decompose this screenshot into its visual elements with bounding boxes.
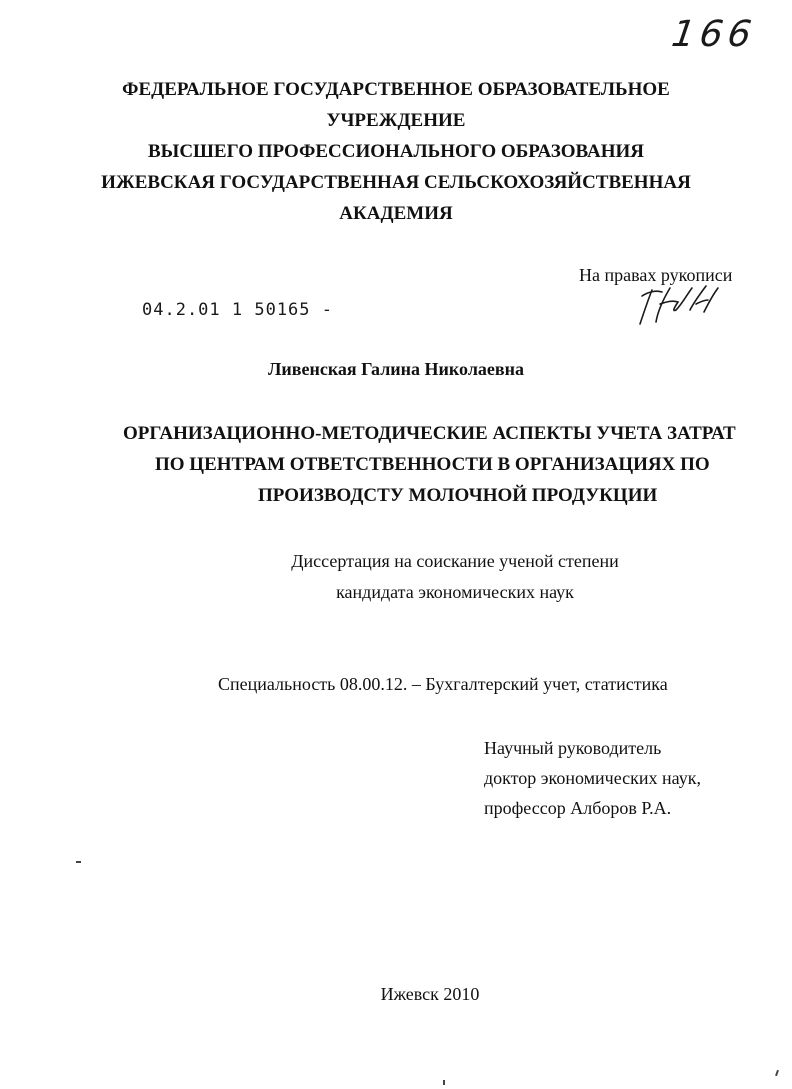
- specialty: Специальность 08.00.12. – Бухгалтерский учет, статистика: [218, 674, 668, 694]
- degree-line: Диссертация на соискание ученой степени: [291, 551, 619, 571]
- scan-speck: [443, 1080, 445, 1085]
- thesis-title-line: ПРОИЗВОДСТУ МОЛОЧНОЙ ПРОДУКЦИИ: [258, 485, 658, 506]
- registration-number: 04.2.01 1 50165 -: [142, 300, 333, 320]
- institution-line: УЧРЕЖДЕНИЕ: [326, 110, 466, 131]
- supervisor-block: [484, 733, 701, 823]
- thesis-title: [0, 418, 792, 511]
- supervisor-line: доктор экономических наук,: [484, 768, 701, 788]
- institution-line: ВЫСШЕГО ПРОФЕССИОНАЛЬНОГО ОБРАЗОВАНИЯ: [148, 141, 644, 162]
- author-name: Ливенская Галина Николаевна: [267, 359, 524, 379]
- place-year: Ижевск 2010: [380, 984, 480, 1004]
- supervisor-line: профессор Алборов Р.А.: [484, 798, 672, 818]
- signature-image: [634, 282, 724, 328]
- institution-line: ФЕДЕРАЛЬНОЕ ГОСУДАРСТВЕННОЕ ОБРАЗОВАТЕЛЬНОЕ: [122, 79, 670, 100]
- institution-line: ИЖЕВСКАЯ ГОСУДАРСТВЕННАЯ СЕЛЬСКОХОЗЯЙСТВЕННАЯ: [101, 172, 691, 193]
- scan-speck: [775, 1070, 779, 1076]
- thesis-title-line: ПО ЦЕНТРАМ ОТВЕТСТВЕННОСТИ В ОРГАНИЗАЦИЯХ ПО: [155, 454, 710, 475]
- handwritten-page-number: 166: [669, 14, 759, 55]
- institution-header: [0, 74, 792, 229]
- institution-line: АКАДЕМИЯ: [339, 203, 453, 224]
- supervisor-line: Научный руководитель: [484, 738, 662, 758]
- degree-line: кандидата экономических наук: [336, 582, 574, 602]
- scan-speck: [76, 861, 81, 863]
- degree-statement: [0, 546, 792, 608]
- manuscript-rights-note: На правах рукописи: [579, 265, 733, 285]
- thesis-title-line: ОРГАНИЗАЦИОННО-МЕТОДИЧЕСКИЕ АСПЕКТЫ УЧЕТА ЗАТРАТ: [123, 423, 736, 444]
